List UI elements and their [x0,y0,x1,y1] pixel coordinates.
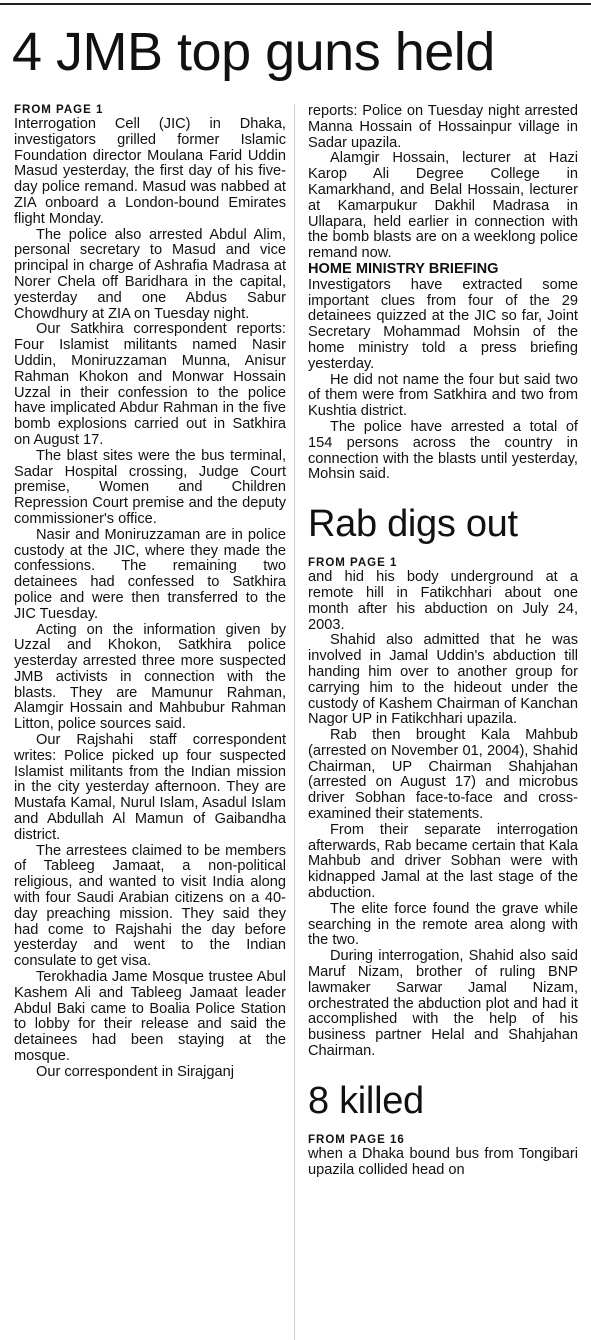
story1-paragraph: Terokhadia Jame Mosque trustee Abul Kashem Ali and Tableeg Jamaat leader Abdul Baki came to Boalia Police Station to lobby for their release and said the detainees had been staying at the mosque. [14,969,286,1065]
story2-paragraph: During interrogation, Shahid also said Maruf Nizam, brother of ruling BNP lawmaker Sarwar Jamal Nizam, orchestrated the abduction plot and had it accomplished with the help of his business partner Helal and Shahjahan Chairman. [308,948,578,1060]
story1-paragraph: Interrogation Cell (JIC) in Dhaka, investigators grilled former Islamic Foundation director Moulana Farid Uddin Masud yesterday, the first day of his five-day police remand. Masud was nabbed at ZIA onboard a London-bound Emirates flight Monday. [14,116,286,227]
story1-paragraph: The police have arrested a total of 154 persons across the country in connection with the blasts until yesterday, Mohsin said. [308,418,578,483]
story1-column-left [14,104,286,1081]
story1-paragraph: The police also arrested Abdul Alim, personal secretary to Masud and vice principal in charge of Ashrafia Madrasa at Norer Chela off Baridhara in the capital, yesterday and one Abdus Sabur Chowdhury at ZIA on Tuesday night. [14,226,286,322]
story1-subhead: HOME MINISTRY BRIEFING [308,260,499,277]
story1-paragraph: The blast sites were the bus terminal, Sadar Hospital crossing, Judge Court premise, Women and Children Repression Court premise and the deputy commissioner's office. [14,447,286,527]
story3-paragraph: when a Dhaka bound bus from Tongibari upazila collided head on [308,1145,578,1178]
story2-kicker: FROM PAGE 1 [308,557,398,570]
story1-paragraph: Our correspondent in Sirajganj [36,1063,234,1080]
story1-paragraph: Acting on the information given by Uzzal and Khokon, Satkhira police yesterday arrested three more suspected JMB activists in connection with the blasts. They are Mamunur Rahman, Alamgir Hossain and Mahbubur Rahman Litton, police sources said. [14,621,286,733]
story2-paragraph: and hid his body underground at a remote hill in Fatikchhari about one month after his abduction on July 24, 2003. [308,569,578,633]
story1-paragraph: Investigators have extracted some important clues from four of the 29 detainees quizzed at the JIC so far, Joint Secretary Mohammad Mohsin of the home ministry told a press briefing yesterday. [308,276,578,372]
story1-kicker: FROM PAGE 1 [14,104,104,116]
story2-paragraph: Shahid also admitted that he was involved in Jamal Uddin's abduction till handing him over to another group for carrying him to the hideout under the custody of Kashem Chairman of Kanchan Nagor UP in Fatikchhari upazila. [308,632,578,728]
story1-paragraph: He did not name the four but said two of them were from Satkhira and two from Kushtia district. [308,371,578,420]
story2-paragraph: From their separate interrogation afterwards, Rab became certain that Kala Mahbub and driver Sobhan were with kidnapped Jamal at the last stage of the abduction. [308,821,578,902]
story3-headline: 8 killed [308,1079,424,1122]
story1-paragraph: reports: Police on Tuesday night arrested Manna Hossain of Hossainpur village in Sadar upazila. [308,103,578,151]
story1-paragraph: Alamgir Hossain, lecturer at Hazi Karop Ali Degree College in Kamarkhand, and Belal Hossain, lecturer at Kamarpukur Dakhil Madrasa in Ullapara, held earlier in connection with the bomb blasts are on a weeklong police remand now. [308,150,578,262]
story2-headline: Rab digs out [308,503,518,546]
story1-paragraph: The arrestees claimed to be members of Tableeg Jamaat, a non-political religious, and wanted to visit India along with four Saudi Arabian citizens on a 40-day preaching mission. They said they had come to Rajshahi the day before yesterday and went to the Indian consulate to get visa. [14,842,286,970]
right-column [308,104,578,1178]
story1-paragraph: Our Rajshahi staff correspondent writes: Police picked up four suspected Islamist militants from the Indian mission in the city yesterday afternoon. They are Mustafa Kamal, Nurul Islam, Asadul Islam and Abdullah Al Mamun of Gaibandha district. [14,732,286,843]
top-rule [0,3,591,5]
story1-paragraph: Nasir and Moniruzzaman are in police custody at the JIC, where they made the confessions. The remaining two detainees had confessed to Satkhira police and were then transferred to the JIC Tuesday. [14,526,286,622]
story2-paragraph: Rab then brought Kala Mahbub (arrested on November 01, 2004), Shahid Chairman, UP Chairman Shahjahan (arrested on August 17) and microbus driver Sobhan face-to-face and cross-examined their statements. [308,727,578,823]
story2-paragraph: The elite force found the grave while searching in the remote area along with the two. [308,900,578,949]
story1-paragraph: Our Satkhira correspondent reports: Four Islamist militants named Nasir Uddin, Moniruzzaman Munna, Anisur Rahman Khokon and Monwar Hossain Uzzal in their confession to the police have implicated Abdur Rahman in the five bomb explosions carried out in Satkhira on August 17. [14,321,286,448]
story3-kicker: FROM PAGE 16 [308,1133,405,1146]
column-divider [294,104,295,1340]
story1-headline: 4 JMB top guns held [12,22,495,82]
